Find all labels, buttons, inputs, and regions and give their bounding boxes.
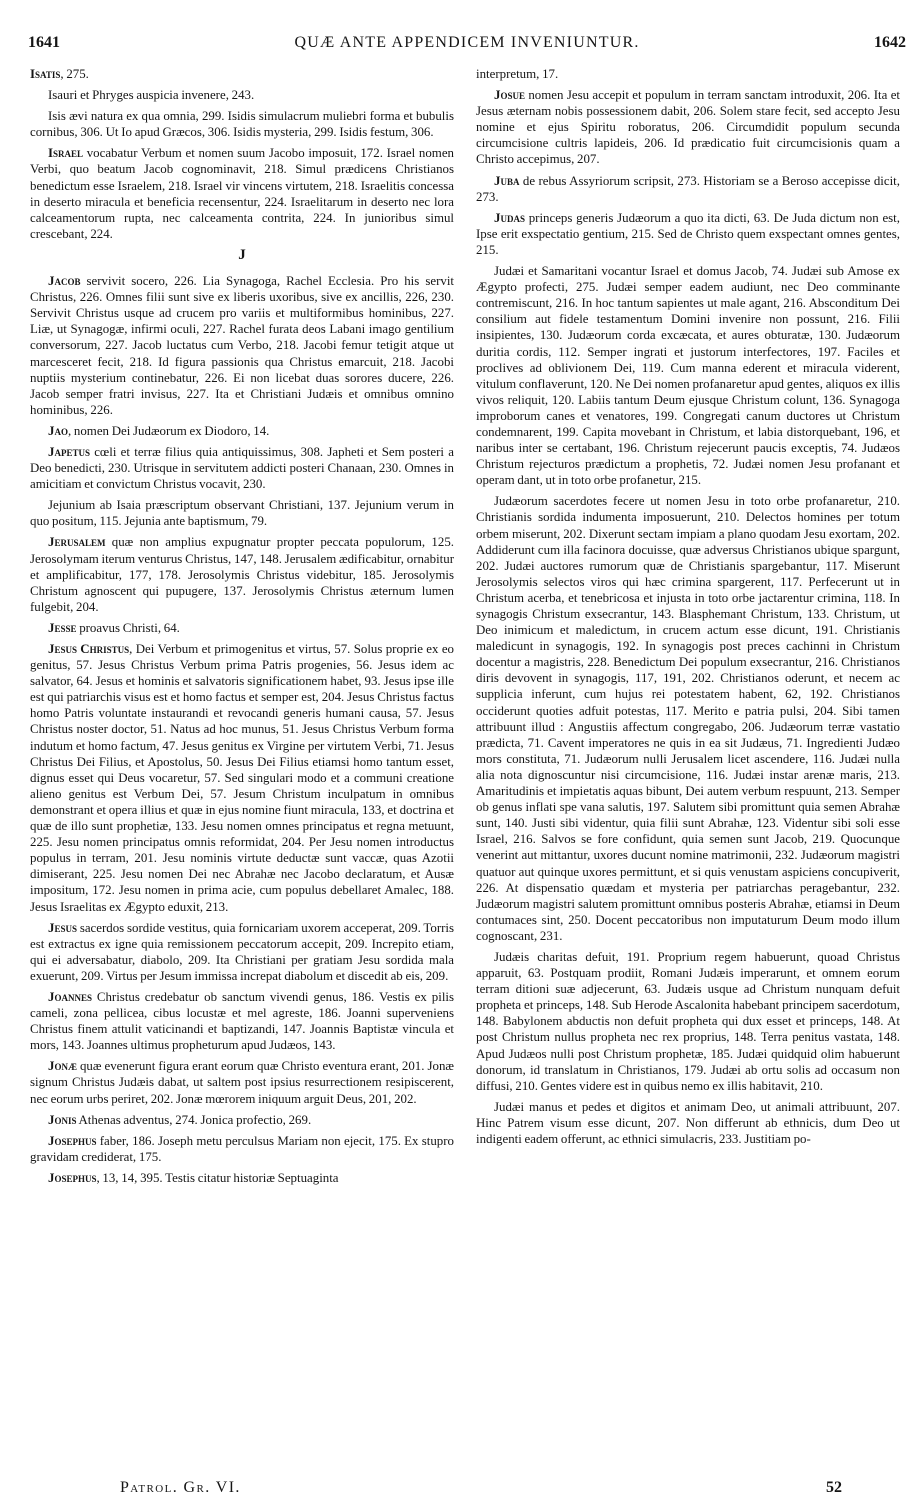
index-entry-text: proavus Christi, 64. [76,620,180,635]
index-entry [30,620,454,636]
index-entry [30,66,454,82]
index-headword: Japetus [48,444,90,459]
index-headword: Jonæ [48,1059,77,1074]
index-entry [476,66,900,82]
index-entry-text: vocabatur Verbum et nomen suum Jacobo imposuit, 172. Israel nomen Verbi, quo beatum Jacob cognominavit, 218. Simul prædicens Christianos benedictum esse Israelem, 218. Israel vir vincens virtutem, 218. Israelitis concessa in deserto miracula et beneficia recensentur, 224. Israelitarum in deserto nec lora calceamentorum rupta, nec calceamenta contrita, 224. In junioribus simul crescebant, 224. [30,146,454,241]
signature-number: 52 [826,1479,842,1496]
index-entry [30,989,454,1053]
index-entry-text: Isis ævi natura ex qua omnia, 299. Isidis simulacrum muliebri forma et bubulis cornibus, 306. Ut Io apud Græcos, 306. Isidis mysteria, 299. Isidis festum, 306. [30,109,454,140]
index-entry-text: Judæi et Samaritani vocantur Israel et domus Jacob, 74. Judæi sub Amose ex Ægypto profecti, 275. Judæi semper eadem audiunt, nec Deo comminante contremiscunt, 216. In hoc tantum sapientes ut male agant, 216. Absconditum Dei consilium aut fidele testamentum Domini invenire non possunt, 216. Filii insipientes, 130. Judæorum corda excæcata, et aures obturatæ, 130. Judæorum duritia cordis, 112. Semper ingrati et justorum interfectores, 197. Faciles et proclives ad oblivionem Dei, 119. Cum manna ederent et miracula viderent, vitulum conflaverunt, 120. Ne Dei nomen profanaretur apud gentes, aliquos ex illis vivos reliquit, 120. Labiis tantum Deum ejusque Christum colunt, 136. Synagoga improborum canes et venatores, 199. Congregati canum ductores ut Christum condemnarent, 199. Capita movebant in Christum, et labia distorquebant, 196, et naribus inter se certabant, 196. Christum rejecerunt paucis exceptis, 74. Judæos Christum rejecturos prædictum a prophetis, 72. Judæi nomen Jesu profanant et operam dant, ut in toto orbe profanetur, 215. [476,264,900,488]
section-letter: J [238,246,246,263]
index-headword: Jonis [48,1112,77,1127]
running-title: QUÆ ANTE APPENDICEM INVENIUNTUR. [294,34,640,51]
index-headword: Josue [494,88,525,103]
index-entry-text: cœli et terræ filius quia antiquissimus, 308. Japheti et Sem posteri a Deo benedicti, 230. Utrisque in servitutem addicti posteri Chanaan, 230. Omnes in amicitiam et convictum Christus vocavit, 230. [30,444,454,492]
index-entry-text: Christus credebatur ob sanctum vivendi genus, 186. Vestis ex pilis cameli, zona pellicea, cibus locustæ et mel agreste, 186. Joanni superveniens Christus finem attulit vaticinandi et baptizandi, 147. Joannis Baptistæ vincula et mors, 143. Joannes ultimus propheturum apud Judæos, 143. [30,989,454,1053]
right-column [476,66,900,1474]
index-entry-text: quæ evenerunt figura erant eorum quæ Christo eventura erant, 201. Jonæ signum Christus Judæis dabat, ut saltem post ipsius resurrectionem resipiscerent, nec eorum urbs periret, 202. Jonæ mœrorem iniquum arguit Deus, 201, 202. [30,1059,454,1106]
index-entry [30,145,454,242]
index-entry [30,641,454,915]
index-entry-text: Athenas adventus, 274. Jonica profectio, 269. [76,1112,312,1127]
index-headword: Israel [48,146,84,161]
index-entry [30,920,454,984]
index-entry [30,497,454,529]
index-entry-text: , 13, 14, 395. Testis citatur historiæ Septuaginta [96,1170,339,1185]
index-entry-text: Isauri et Phryges auspicia invenere, 243. [48,88,255,103]
page-number-left: 1641 [28,34,60,51]
index-entry-text: servivit socero, 226. Lia Synagoga, Rachel Ecclesia. Pro his servit Christus, 226. Omnes filii sunt sive ex liberis uxoribus, sive ex ancillis, 226, 230. Servivit Christus usque ad crucem pro variis et multiformibus hominibus, 227. Liæ, ut Synagogæ, infirmi oculi, 227. Rachel furata deos Labani imago gentilium conversorum, 227. Jacob luctatus cum Verbo, 218. Jacobi femur tetigit atque ut marcesceret fecit, 218. Id figura passionis qua Christus emarcuit, 218. Jacobi nuptiis mysterium continebatur, 226. Ei non licebat duas sorores ducere, 226. Jacob semper fratri invisus, 227. Ita et Christiani Judæis et omnibus omnino hominibus, 226. [30,274,454,417]
index-headword: Josephus [48,1170,97,1185]
index-entry [30,108,454,140]
index-headword: Josephus [48,1133,97,1148]
index-entry [30,1133,454,1165]
index-headword: Joannes [48,989,92,1004]
index-headword: Jesse [48,620,77,635]
index-entry [30,273,454,418]
index-headword: Juba [494,173,520,188]
index-entry-text: interpretum, 17. [476,67,559,81]
index-entry [30,1170,454,1186]
index-entry [476,1099,900,1147]
index-entry [476,493,900,944]
index-entry [30,444,454,492]
index-headword: Jao [48,423,68,438]
index-entry-text: nomen Jesu accepit et populum in terram sanctam introduxit, 206. Ita et Jesus æternam nobis possessionem dabit, 206. Solem stare fecit, sed accepto Jesu nomine et ejus Spiritu roboratus, 206. Circumdidit populum secunda circumcisione cultris lapideis, 206. Id prædicatio fuit circumcisionis quam a Christo accepimus, 207. [476,88,900,167]
index-entry [476,263,900,488]
index-entry-text: Judæorum sacerdotes fecere ut nomen Jesu in toto orbe profanaretur, 210. Christianis sordida indumenta imposuerunt, 210. Delectos homines per totum orbem miserunt, 202. Dixerunt sectam impiam a plano quodam Jesu exortam, 202. Addiderunt cum illa facinora docuisse, quæ adversus Christianos ubique spargunt, 202. Judæi auctores rumorum quæ de Christianis spargebantur, 117. Miserunt Jerosolymis selectos viros qui hæc crimina spargerent, 117. Perfecerunt ut in Christum acerba, et tenebricosa et injusta in toto orbe jactarentur crimina, 118. In synagogis Christum exsecrantur, 143. Blasphemant Christum, 133. Christum, ut Deo inimicum et maledictum, in crucem actum esse dicunt, 191. Christianis maledicunt in synagogis, 192. In synagogis post preces cachinni in Christum docentur a magistris, 228. Benedictum Dei populum exsecrantur, 216. Christianos diris devovent in synagogis, 117, 191, 202. Christianos oderunt, et necem ac supplicia inferunt, cum hujus rei potestatem habent, 62, 192. Christianos occiderunt quoties adfuit potestas, 117. Merito e patria pulsi, 204. Sibi tamen attribuunt illud : Angustiis affectum congregabo, 206. Judæorum terræ vastatio prædicta, 71. Cavent imperatores ne quis in ea sit Judæus, 71. Ingredienti Judæo mors constituta, 71. Judæorum nulli Jerusalem licet ascendere, 116. Judæi nulla alia nota dignoscuntur nisi circumcisione, 116. Judæi instar arenæ maris, 213. Amaritudinis et impietatis aquas bibunt, Dei autem verbum respuunt, 213. Semper ob genus inflati spe vana salutis, 197. Salutem sibi promittunt quia semen Abrahæ sunt, 140. Justi sibi videntur, quia filii sunt Abrahæ, 123. Videntur sibi soli esse Israel, 216. Salvos se fore confidunt, quia semen sunt Jacob, 219. Quocunque venerint aut mittantur, uxores ducunt nomine matrimonii, 232. Judæorum magistri quatuor aut quinque uxores permittunt, et si quis venustam aspiciens concupiverit, 226. At dispensatio quædam et mysteria per patriarchas peragebantur, 232. Judæorum magistri salutem promittunt omnibus posteris Abrahæ, etiamsi in Deum contumaces sint, 250. Docent peccatoribus non imputaturum Deum modo illum cognoscant, 231. [476,494,900,943]
index-entry [476,210,900,258]
left-column [30,66,454,1474]
index-entry-text: Judæis charitas defuit, 191. Proprium regem habuerunt, quoad Christus apparuit, 63. Postquam prodiit, Romani Judæis imperarunt, et omnem eorum terram ditioni suæ adjecerunt, 63. Judæis usque ad Christum nunquam defuit propheta et princeps, 148. Sub Herode Ascalonita habebant principem sacerdotum, 148. Babylonem abductis non defuit propheta qui dux esset et princeps, 148. At post Christum nullus propheta nec rex proprius, 148. Terra penitus vastata, 148. Apud Judæos nulli post Christum prophetæ, 185. Judæi quidquid olim habuerunt donorum, id translatum in Christianos, 179. Judæi ab ortu solis ad occasum non diffusi, 210. Gentes videre est in quibus nemo ex illis habitavit, 210. [476,949,900,1093]
index-entry [476,87,900,167]
index-headword: Jacob [48,274,81,289]
index-entry [476,173,900,205]
index-headword: Jesus Christus [48,642,130,656]
page-footer [28,1479,902,1501]
index-entry-text: , Dei Verbum et primogenitus et virtus, 57. Solus proprie ex eo genitus, 57. Jesus Christus Verbum prima Patris progenies, 56. Jesus idem ac salvator, 64. Jesus et hominis et salvatoris significationem habet, 93. Jesus ipse ille est qui patriarchis visus est et homo factus et semper est, 204. Jesus Christus factus homo Patris voluntate instaurandi et revocandi generis humani causa, 57. Jesus Christus noster doctor, 51. Natus ad hoc munus, 51. Jesus Christus Verbum forma indutum et homo factum, 47. Jesus genitus ex Virgine per virtutem Verbi, 71. Jesus Christus Dei Filius, et Apostolus, 50. Jesus Dei Filius etiamsi homo tantum esset, dignus esset qui Deus vocaretur, 57. Sed singulari modo et a communi creatione alieno genitus est Verbum Dei, 57. Jesum Christum inculpatum in omnibus demonstrant et opera illius et quæ in ejus nomine fiunt miracula, 133, et doctrina et quæ de illo sunt prophetiæ, 133. Jesu nomen omnes principatus et regna metuunt, 225. Jesu nomen principatus omnis reformidat, 204. Per Jesu nomen introductus populus in terram, 201. Jesu nominis virtute deductæ sunt vaccæ, quas Azotii dimiserant, 225. Jesu nomen Dei nec Abrahæ nec Jacobo declaratum, et Ausæ impositum, 172. Jesu nomen in prima acie, cum populus debellaret Amalec, 188. Jesus Israelitas ex Ægypto eduxit, 213. [30,642,454,914]
index-headword: Jesus [48,920,77,935]
index-entry [30,1112,454,1128]
index-entry-text: princeps generis Judæorum a quo ita dicti, 63. De Juda dictum non est, Ipse erit exspectatio gentium, 215. Sed de Christo quem exspectant omnes gentes, 215. [476,210,900,257]
index-entry-text: , 275. [60,67,89,81]
page-header [28,34,906,56]
index-entry-text: , nomen Dei Judæorum ex Diodoro, 14. [67,423,270,438]
index-headword: Judas [494,210,525,225]
volume-signature: Patrol. Gr. VI. [120,1479,241,1496]
index-entry [476,949,900,1094]
index-entry [30,1058,454,1106]
index-entry [30,423,454,439]
index-entry-text: quæ non amplius expugnatur propter peccata populorum, 125. Jerosolymam iterum venturus Christus, 147, 148. Jerusalem ædificabitur, ornabitur et amplificabitur, 177, 178. Jerosolymis Christus videbitur, 185. Jerosolymis Christum agnoscent qui pupugere, 137. Jerosolymis Christus æternum lumen fulgebit, 204. [30,535,454,614]
index-entry-text: Judæi manus et pedes et digitos et animam Deo, ut animali attribuunt, 207. Hinc Patrem visum esse dicunt, 207. Non differunt ab ethnicis, dum Deo ut indigenti eadem offerunt, ac ethnici simulacris, 233. Justitiam po- [476,1099,900,1146]
index-headword: Jerusalem [48,535,106,550]
index-entry-text: faber, 186. Joseph metu perculsus Mariam non ejecit, 175. Ex stupro gravidam crediderat, 175. [30,1133,454,1164]
index-entry [30,534,454,614]
page-number-right: 1642 [874,34,906,51]
index-entry-text: Jejunium ab Isaia præscriptum observant Christiani, 137. Jejunium verum in quo positum, 115. Jejunia ante baptismum, 79. [30,498,454,529]
index-entry-text: sacerdos sordide vestitus, quia fornicariam uxorem acceperat, 209. Torris est extractus ex igne quia remissionem peccatorum accepit, 209. Increpito etiam, qui ei adversabatur, diabolo, 209. Ita Christiani per gratiam Jesu sordida mala exuerunt, 209. Virtus per Jesum immissa increpat diabolum et discedit ab eis, 209. [30,920,454,983]
index-entry [30,87,454,103]
index-entry-text: de rebus Assyriorum scripsit, 273. Historiam se a Beroso accepisse dicit, 273. [476,173,900,204]
index-headword: Isatis [30,67,61,81]
